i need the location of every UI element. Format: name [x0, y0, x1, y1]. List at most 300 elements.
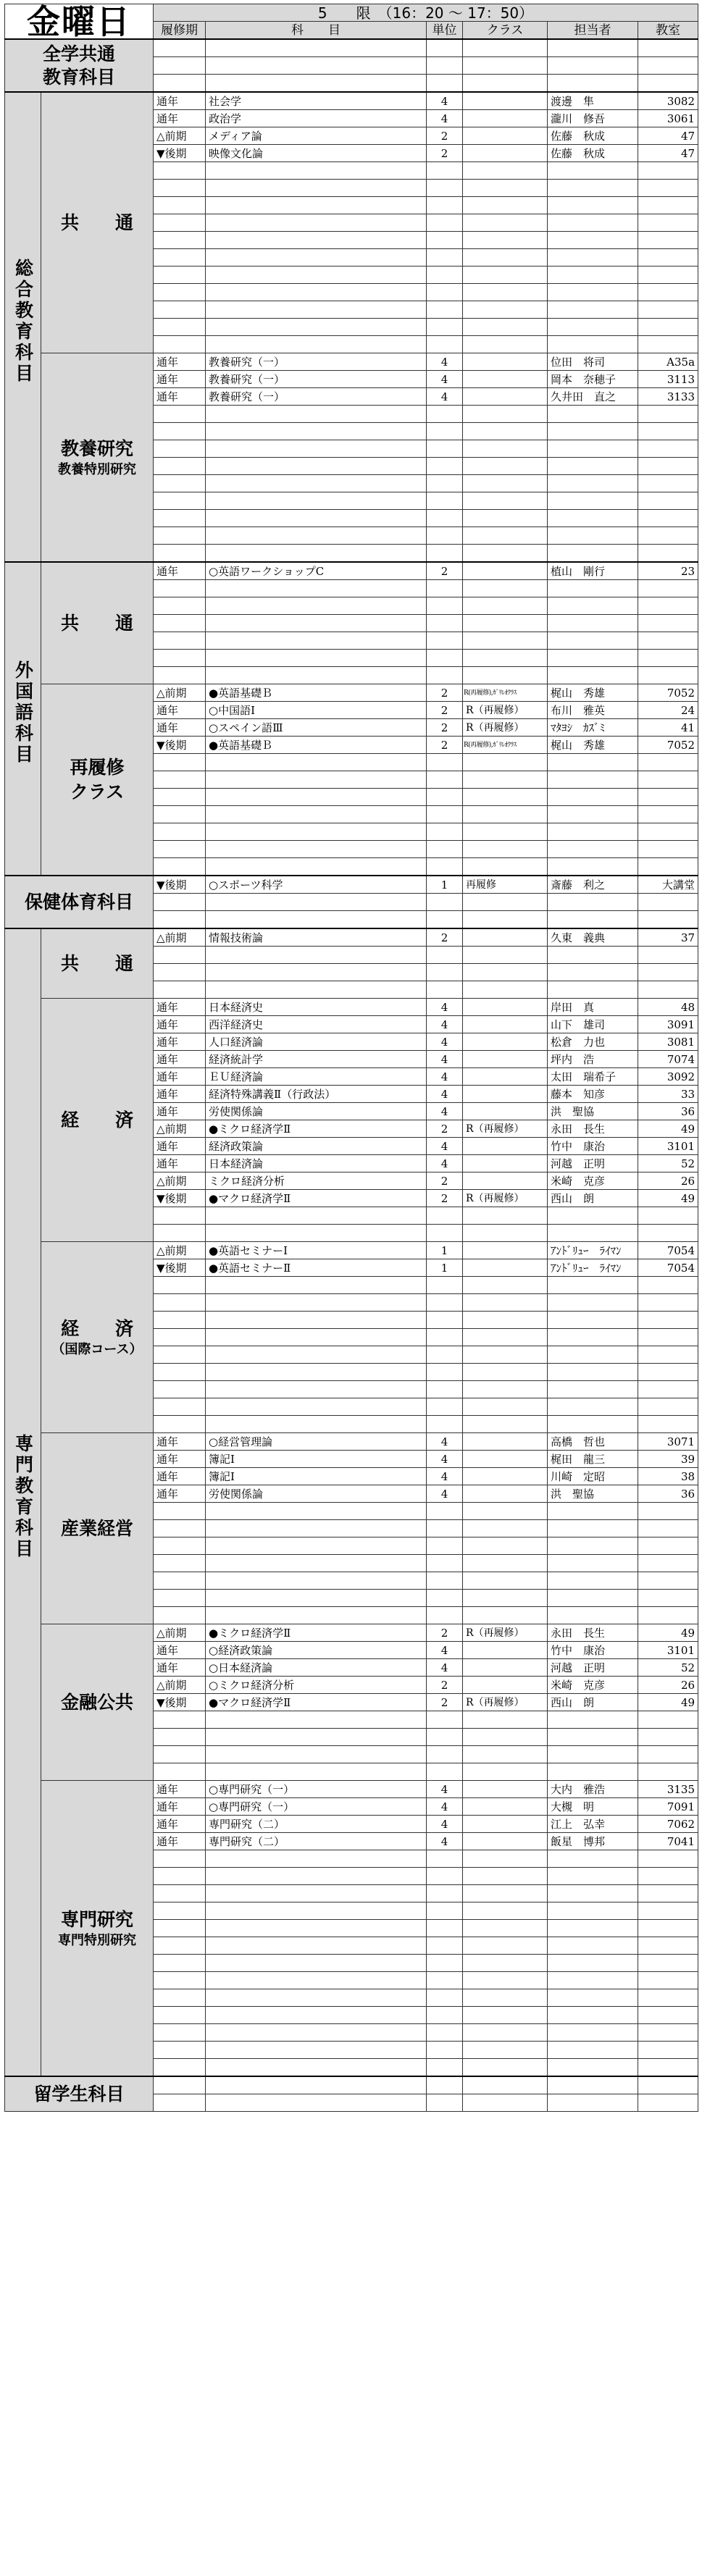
cell-term — [154, 2076, 206, 2094]
cell-teacher — [548, 492, 638, 510]
cell-room — [638, 1902, 698, 1920]
cell-room — [638, 267, 698, 284]
cell-teacher — [548, 1346, 638, 1364]
cell-room — [638, 492, 698, 510]
cell-room: 49 — [638, 1694, 698, 1711]
cell-unit — [427, 650, 463, 667]
cell-teacher — [548, 615, 638, 632]
cell-teacher: 米崎 克彦 — [548, 1677, 638, 1694]
cell-teacher — [548, 1520, 638, 1537]
cell-subject — [206, 162, 427, 180]
cell-unit: 2 — [427, 928, 463, 947]
cell-room: 33 — [638, 1086, 698, 1103]
cell-term: 通年 — [154, 999, 206, 1016]
cell-term — [154, 1555, 206, 1572]
cell-class — [463, 2094, 548, 2112]
cell-subject — [206, 947, 427, 964]
cell-class — [463, 1329, 548, 1346]
cell-subject — [206, 1902, 427, 1920]
cell-teacher: 河越 正明 — [548, 1155, 638, 1172]
cell-class — [463, 423, 548, 440]
cell-term — [154, 267, 206, 284]
col-teacher: 担当者 — [548, 22, 638, 40]
cell-unit — [427, 180, 463, 197]
cell-room — [638, 423, 698, 440]
cell-unit — [427, 214, 463, 232]
cell-class — [463, 371, 548, 388]
cell-subject — [206, 1537, 427, 1555]
cell-teacher — [548, 1989, 638, 2007]
cell-room: 7041 — [638, 1833, 698, 1850]
cell-room — [638, 1329, 698, 1346]
cell-room — [638, 1885, 698, 1902]
cell-subject: 西洋経済史 — [206, 1016, 427, 1033]
cell-subject: ○経営管理論 — [206, 1433, 427, 1451]
cell-room — [638, 1937, 698, 1955]
cell-teacher: 久井田 直之 — [548, 388, 638, 406]
cell-teacher — [548, 267, 638, 284]
cell-unit — [427, 492, 463, 510]
cell-teacher — [548, 1885, 638, 1902]
cell-class — [463, 110, 548, 127]
cell-class: R（再履修） — [463, 719, 548, 737]
cell-class — [463, 1433, 548, 1451]
cell-teacher — [548, 249, 638, 267]
cell-class — [463, 1138, 548, 1155]
cell-teacher — [548, 1920, 638, 1937]
cell-class — [463, 894, 548, 911]
cell-subject: 経済特殊講義Ⅱ（行政法） — [206, 1086, 427, 1103]
cell-room: 7054 — [638, 1259, 698, 1277]
cell-room: 37 — [638, 928, 698, 947]
cell-unit: 4 — [427, 1086, 463, 1103]
cell-unit: 2 — [427, 562, 463, 580]
cell-room — [638, 1555, 698, 1572]
cell-term — [154, 2094, 206, 2112]
cell-class — [463, 911, 548, 929]
cell-class — [463, 1955, 548, 1972]
cell-teacher: 瀧川 修吾 — [548, 110, 638, 127]
cell-term — [154, 947, 206, 964]
cell-subject — [206, 1207, 427, 1225]
cell-teacher — [548, 1225, 638, 1242]
cell-class — [463, 1381, 548, 1398]
cell-room — [638, 1398, 698, 1416]
cell-subject: 専門研究（二） — [206, 1816, 427, 1833]
cell-room — [638, 2024, 698, 2042]
cell-subject — [206, 2059, 427, 2077]
cell-room: 38 — [638, 1468, 698, 1485]
cell-teacher — [548, 1711, 638, 1729]
cell-subject: 経済統計学 — [206, 1051, 427, 1068]
subcategory-label: 経 済 — [60, 1109, 133, 1130]
cell-class — [463, 1520, 548, 1537]
cell-unit: 4 — [427, 1485, 463, 1503]
cell-unit — [427, 597, 463, 615]
cell-room: 23 — [638, 562, 698, 580]
cell-unit — [427, 894, 463, 911]
cell-subject: ●マクロ経済学Ⅱ — [206, 1694, 427, 1711]
cell-room: 48 — [638, 999, 698, 1016]
cell-term — [154, 1902, 206, 1920]
cell-teacher — [548, 580, 638, 597]
cell-term — [154, 1329, 206, 1346]
cell-teacher — [548, 858, 638, 876]
cell-subject — [206, 1746, 427, 1763]
cell-room — [638, 1503, 698, 1520]
cell-unit: 4 — [427, 1433, 463, 1451]
cell-subject — [206, 1711, 427, 1729]
subcategory-label: 共 通 — [60, 952, 133, 974]
cell-term — [154, 1711, 206, 1729]
cell-term: 通年 — [154, 1016, 206, 1033]
cell-unit — [427, 440, 463, 458]
period-label: 5 限 （16：20 ～ 17：50） — [154, 4, 698, 22]
cell-unit — [427, 232, 463, 249]
cell-room: 36 — [638, 1485, 698, 1503]
cell-teacher — [548, 214, 638, 232]
cell-subject — [206, 789, 427, 806]
cell-term: △前期 — [154, 127, 206, 145]
cell-unit — [427, 1607, 463, 1624]
cell-subject — [206, 267, 427, 284]
cell-teacher — [548, 319, 638, 336]
cell-subject — [206, 632, 427, 650]
cell-teacher: 植山 剛行 — [548, 562, 638, 580]
cell-unit — [427, 2094, 463, 2112]
cell-unit — [427, 858, 463, 876]
cell-room: 3092 — [638, 1068, 698, 1086]
cell-unit — [427, 267, 463, 284]
cell-room — [638, 597, 698, 615]
cell-room — [638, 823, 698, 841]
cell-unit — [427, 1902, 463, 1920]
cell-subject — [206, 1572, 427, 1590]
cell-subject — [206, 1416, 427, 1433]
cell-term — [154, 597, 206, 615]
cell-teacher: 高橋 哲也 — [548, 1433, 638, 1451]
cell-room: 3091 — [638, 1016, 698, 1033]
cell-unit — [427, 1572, 463, 1590]
cell-subject — [206, 754, 427, 771]
cell-subject: ●英語セミナーⅡ — [206, 1259, 427, 1277]
category-cell — [5, 562, 41, 876]
cell-teacher: 飯星 博邦 — [548, 1833, 638, 1850]
cell-class — [463, 1920, 548, 1937]
cell-subject — [206, 894, 427, 911]
cell-unit — [427, 615, 463, 632]
cell-room — [638, 1312, 698, 1329]
cell-term — [154, 1937, 206, 1955]
cell-term — [154, 1972, 206, 1989]
cell-teacher — [548, 232, 638, 249]
cell-teacher — [548, 458, 638, 475]
cell-teacher: 久東 義典 — [548, 928, 638, 947]
cell-room: 26 — [638, 1172, 698, 1190]
cell-subject — [206, 841, 427, 858]
cell-subject — [206, 771, 427, 789]
cell-class — [463, 1572, 548, 1590]
cell-subject — [206, 964, 427, 981]
cell-class — [463, 39, 548, 57]
cell-teacher — [548, 894, 638, 911]
cell-term: 通年 — [154, 1433, 206, 1451]
cell-term — [154, 249, 206, 267]
cell-unit: 2 — [427, 127, 463, 145]
cell-subject — [206, 2076, 427, 2094]
cell-teacher — [548, 1937, 638, 1955]
cell-teacher: 梶田 龍三 — [548, 1451, 638, 1468]
cell-room: 3101 — [638, 1642, 698, 1659]
cell-term: △前期 — [154, 1677, 206, 1694]
cell-teacher — [548, 545, 638, 563]
cell-term — [154, 1868, 206, 1885]
cell-class — [463, 2059, 548, 2077]
cell-term: △前期 — [154, 684, 206, 702]
cell-unit: 1 — [427, 1242, 463, 1259]
cell-subject — [206, 440, 427, 458]
cell-unit: 4 — [427, 1468, 463, 1485]
cell-subject — [206, 1868, 427, 1885]
cell-class — [463, 1798, 548, 1816]
cell-teacher — [548, 75, 638, 93]
cell-term — [154, 911, 206, 929]
cell-class: 再履修 — [463, 876, 548, 894]
cell-unit — [427, 1537, 463, 1555]
cell-class — [463, 1172, 548, 1190]
cell-room — [638, 1294, 698, 1312]
cell-unit: 4 — [427, 1451, 463, 1468]
cell-subject: 情報技術論 — [206, 928, 427, 947]
cell-teacher — [548, 1381, 638, 1398]
table-row — [5, 562, 698, 580]
cell-unit — [427, 475, 463, 492]
cell-class — [463, 267, 548, 284]
cell-unit — [427, 527, 463, 545]
cell-term — [154, 197, 206, 214]
cell-term: 通年 — [154, 1816, 206, 1833]
cell-room — [638, 1537, 698, 1555]
cell-room — [638, 527, 698, 545]
cell-teacher: 永田 長生 — [548, 1120, 638, 1138]
cell-class — [463, 823, 548, 841]
cell-unit — [427, 1920, 463, 1937]
cell-subject — [206, 423, 427, 440]
cell-class — [463, 580, 548, 597]
cell-class — [463, 1642, 548, 1659]
cell-teacher — [548, 1329, 638, 1346]
cell-unit — [427, 1885, 463, 1902]
cell-term — [154, 1763, 206, 1781]
cell-unit: 2 — [427, 1172, 463, 1190]
cell-teacher: 岡本 奈穂子 — [548, 371, 638, 388]
cell-unit — [427, 1381, 463, 1398]
cell-teacher — [548, 162, 638, 180]
subcategory-label: 経 済 — [60, 1317, 133, 1339]
cell-class — [463, 1555, 548, 1572]
cell-subject — [206, 57, 427, 75]
cell-room: 大講堂 — [638, 876, 698, 894]
cell-room — [638, 841, 698, 858]
cell-subject — [206, 1763, 427, 1781]
cell-unit — [427, 2076, 463, 2094]
cell-subject: メディア論 — [206, 127, 427, 145]
cell-teacher — [548, 2024, 638, 2042]
cell-teacher — [548, 771, 638, 789]
cell-term: 通年 — [154, 1642, 206, 1659]
cell-class — [463, 1016, 548, 1033]
cell-subject — [206, 2042, 427, 2059]
cell-room — [638, 1346, 698, 1364]
cell-term — [154, 1850, 206, 1868]
cell-teacher — [548, 1955, 638, 1972]
cell-term — [154, 319, 206, 336]
cell-room: 39 — [638, 1451, 698, 1468]
cell-term — [154, 1416, 206, 1433]
cell-subject: 経済政策論 — [206, 1138, 427, 1155]
cell-room: 3061 — [638, 110, 698, 127]
cell-room: 47 — [638, 145, 698, 162]
cell-room: 7091 — [638, 1798, 698, 1816]
cell-term: 通年 — [154, 1051, 206, 1068]
cell-class — [463, 1885, 548, 1902]
cell-teacher: 川崎 定昭 — [548, 1468, 638, 1485]
cell-unit — [427, 2042, 463, 2059]
cell-subject — [206, 1937, 427, 1955]
table-row — [5, 353, 698, 371]
cell-class — [463, 57, 548, 75]
cell-room — [638, 2094, 698, 2112]
cell-subject: ●英語基礎Ｂ — [206, 684, 427, 702]
cell-term: 通年 — [154, 562, 206, 580]
cell-room — [638, 1850, 698, 1868]
cell-subject: 簿記Ⅰ — [206, 1468, 427, 1485]
cell-room: 52 — [638, 1659, 698, 1677]
cell-class — [463, 1277, 548, 1294]
cell-subject — [206, 510, 427, 527]
cell-teacher — [548, 1364, 638, 1381]
cell-class — [463, 92, 548, 110]
cell-subject — [206, 1225, 427, 1242]
cell-teacher: 河越 正明 — [548, 1659, 638, 1677]
cell-subject — [206, 475, 427, 492]
cell-subject: ●ミクロ経済学Ⅱ — [206, 1624, 427, 1642]
cell-term — [154, 1398, 206, 1416]
subcategory-label: 専門研究 — [60, 1908, 133, 1930]
cell-term — [154, 632, 206, 650]
cell-room — [638, 1989, 698, 2007]
cell-room — [638, 39, 698, 57]
cell-class — [463, 75, 548, 93]
cell-unit: 2 — [427, 1677, 463, 1694]
cell-unit — [427, 197, 463, 214]
cell-class — [463, 1816, 548, 1833]
cell-subject — [206, 1955, 427, 1972]
cell-unit: 2 — [427, 1624, 463, 1642]
cell-class — [463, 458, 548, 475]
category-cell: 留学生科目 — [5, 2076, 154, 2112]
cell-unit — [427, 406, 463, 423]
cell-unit: 2 — [427, 737, 463, 754]
cell-teacher — [548, 1503, 638, 1520]
cell-room — [638, 911, 698, 929]
cell-teacher: 竹中 康治 — [548, 1138, 638, 1155]
cell-term — [154, 841, 206, 858]
cell-subject: 専門研究（二） — [206, 1833, 427, 1850]
cell-teacher: 佐藤 秋成 — [548, 145, 638, 162]
cell-term: 通年 — [154, 1468, 206, 1485]
cell-room: A35a — [638, 353, 698, 371]
cell-subject — [206, 1520, 427, 1537]
subcategory-label: 共 通 — [60, 612, 133, 634]
cell-subject: ○英語ワークショップC — [206, 562, 427, 580]
col-term: 履修期 — [154, 22, 206, 40]
cell-teacher — [548, 1729, 638, 1746]
cell-teacher: 坪内 浩 — [548, 1051, 638, 1068]
cell-class — [463, 1902, 548, 1920]
cell-term — [154, 545, 206, 563]
cell-class — [463, 1746, 548, 1763]
cell-class — [463, 1763, 548, 1781]
cell-teacher — [548, 301, 638, 319]
cell-term: △前期 — [154, 1242, 206, 1259]
subcategory-cell — [41, 999, 154, 1242]
cell-room — [638, 806, 698, 823]
cell-term — [154, 475, 206, 492]
cell-room — [638, 1607, 698, 1624]
cell-room: 36 — [638, 1103, 698, 1120]
cell-term — [154, 1572, 206, 1590]
cell-subject — [206, 1972, 427, 1989]
cell-subject: ○専門研究（一） — [206, 1798, 427, 1816]
cell-unit — [427, 249, 463, 267]
cell-class — [463, 388, 548, 406]
table-row — [5, 999, 698, 1016]
cell-room: 24 — [638, 702, 698, 719]
cell-subject — [206, 1920, 427, 1937]
cell-teacher: 太田 瑞希子 — [548, 1068, 638, 1086]
cell-term — [154, 1294, 206, 1312]
cell-term — [154, 1729, 206, 1746]
cell-room — [638, 894, 698, 911]
subcategory-cell — [41, 562, 154, 684]
cell-room: 49 — [638, 1120, 698, 1138]
cell-class — [463, 1225, 548, 1242]
cell-subject: 教養研究（一） — [206, 371, 427, 388]
cell-unit — [427, 1937, 463, 1955]
cell-subject: ○中国語Ⅰ — [206, 702, 427, 719]
cell-room: 3081 — [638, 1033, 698, 1051]
cell-unit: 4 — [427, 1833, 463, 1850]
cell-class — [463, 197, 548, 214]
cell-teacher — [548, 841, 638, 858]
cell-term — [154, 650, 206, 667]
cell-unit — [427, 1868, 463, 1885]
cell-class — [463, 475, 548, 492]
cell-teacher: ｱﾝﾄﾞﾘｭｰ ﾗｲﾏﾝ — [548, 1259, 638, 1277]
cell-unit — [427, 1312, 463, 1329]
cell-term — [154, 894, 206, 911]
cell-subject — [206, 1885, 427, 1902]
cell-term: ▼後期 — [154, 1694, 206, 1711]
cell-room — [638, 964, 698, 981]
cell-subject: 日本経済論 — [206, 1155, 427, 1172]
cell-class — [463, 440, 548, 458]
cell-room: 7052 — [638, 684, 698, 702]
cell-teacher — [548, 1590, 638, 1607]
cell-room — [638, 615, 698, 632]
cell-subject: 教養研究（一） — [206, 353, 427, 371]
